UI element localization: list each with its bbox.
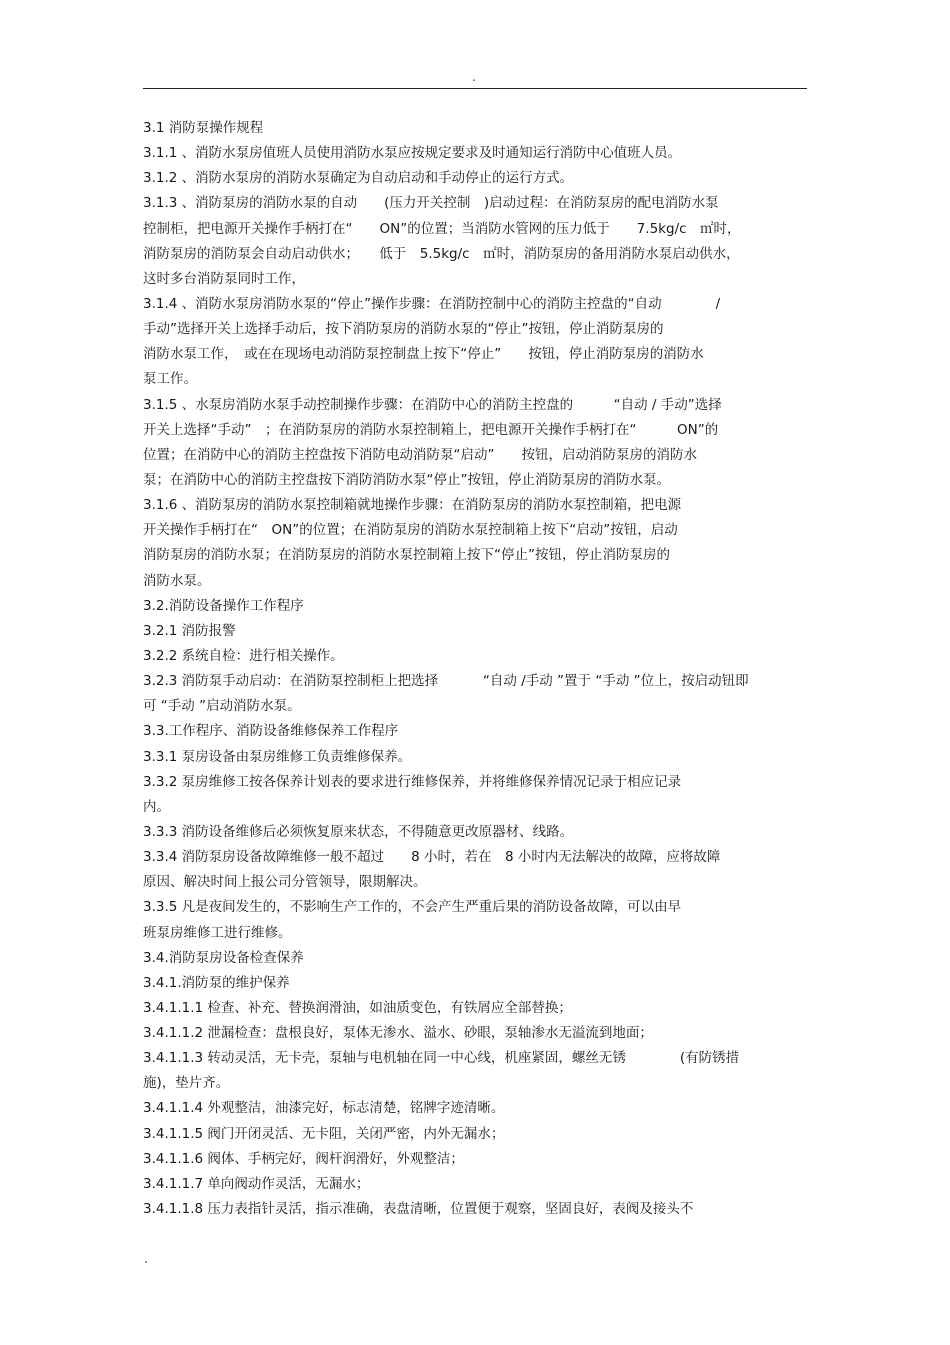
text-line: 班泵房维修工进行维修。 [143,924,292,941]
text-line: 开关上选择“手动” ；在消防泵房的消防水泵控制箱上，把电源开关操作手柄打在“ ON”的 [143,421,719,438]
text-line: 这时多台消防泵同时工作， [143,270,305,287]
text-line: 3.4.1.1.3 转动灵活，无卡壳，泵轴与电机轴在同一中心线，机座紧固，螺丝无锈 (有防锈措 [143,1050,740,1067]
text-line: 3.1.4 、消防水泵房消防水泵的“停止”操作步骤：在消防控制中心的消防主控盘的“自动 / [143,295,721,312]
text-line: 3.4.1.1.2 泄漏检查：盘根良好，泵体无渗水、溢水、砂眼，泵轴渗水无溢流到地面； [143,1025,653,1042]
header-rule [143,88,807,89]
text-line: 3.2.3 消防泵手动启动：在消防泵控制柜上把选择 “自动 /手动 ”置于 “手动 ”位上，按启动钮即 [143,673,749,690]
text-line: 3.1.6 、消防泵房的消防水泵控制箱就地操作步骤：在消防泵房的消防水泵控制箱，把电源 [143,497,682,514]
text-line: 3.4.1.1.4 外观整洁，油漆完好，标志清楚，铭牌字迹清晰。 [143,1100,505,1117]
text-line: 3.1.5 、水泵房消防水泵手动控制操作步骤：在消防中心的消防主控盘的 “自动 / 手动”选择 [143,396,722,413]
text-line: 位置；在消防中心的消防主控盘按下消防电动消防泵“启动” 按钮，启动消防泵房的消防水 [143,446,697,463]
text-line: 3.4.1.1.6 阀体、手柄完好，阀杆润滑好，外观整洁； [143,1150,464,1167]
text-line: 3.2.1 消防报警 [143,622,236,639]
text-line: 可 “手动 ”启动消防水泵。 [143,698,301,715]
text-line: 3.2.消防设备操作工作程序 [143,597,304,614]
header-mark: . [472,70,476,84]
text-line: 3.4.1.1.5 阀门开闭灵活、无卡阻，关闭严密，内外无漏水； [143,1125,505,1142]
text-line: 3.4.消防泵房设备检查保养 [143,949,304,966]
footer-mark: . [144,1252,148,1266]
text-line: 原因、解决时间上报公司分管领导，限期解决。 [143,874,427,891]
text-line: 施)，垫片齐。 [143,1075,230,1092]
text-line: 3.3.2 泵房维修工按各保养计划表的要求进行维修保养，并将维修保养情况记录于相应记录 [143,773,682,790]
text-line: 3.3.工作程序、消防设备维修保养工作程序 [143,723,399,740]
text-line: 消防泵房的消防泵会自动启动供水； 低于 5.5kg/c ㎡时，消防泵房的备用消防水泵启动供水， [143,245,740,262]
text-line: 消防泵房的消防水泵；在消防泵房的消防水泵控制箱上按下“停止”按钮，停止消防泵房的 [143,547,670,564]
text-line: 内。 [143,798,170,815]
text-line: 3.3.1 泵房设备由泵房维修工负责维修保养。 [143,748,412,765]
text-line: 3.4.1.消防泵的维护保养 [143,974,290,991]
text-line: 3.4.1.1.7 单向阀动作灵活，无漏水； [143,1175,370,1192]
text-line: 3.3.4 消防泵房设备故障维修一般不超过 8 小时，若在 8 小时内无法解决的故障，应将故障 [143,849,721,866]
text-line: 泵；在消防中心的消防主控盘按下消防消防水泵“停止”按钮，停止消防泵房的消防水泵。 [143,471,670,488]
text-line: 3.4.1.1.8 压力表指针灵活，指示准确，表盘清晰，位置便于观察，坚固良好，表阀及接头不 [143,1201,694,1218]
text-line: 开关操作手柄打在“ ON”的位置；在消防泵房的消防水泵控制箱上按下“启动”按钮，启动 [143,522,678,539]
text-line: 消防水泵工作， 或在在现场电动消防泵控制盘上按下“停止” 按钮，停止消防泵房的消防水 [143,346,704,363]
text-line: 3.3.3 消防设备维修后必须恢复原来状态，不得随意更改原器材、线路。 [143,823,574,840]
document-body [143,116,808,1222]
text-line: 手动”选择开关上选择手动后，按下消防泵房的消防水泵的“停止”按钮，停止消防泵房的 [143,321,664,338]
text-line: 消防水泵。 [143,572,211,589]
text-line: 3.1 消防泵操作规程 [143,120,264,136]
text-line: 泵工作。 [143,371,197,388]
text-line: 3.1.1 、消防水泵房值班人员使用消防水泵应按规定要求及时通知运行消防中心值班人员。 [143,145,682,162]
text-line: 3.2.2 系统自检：进行相关操作。 [143,647,344,664]
text-line: 3.3.5 凡是夜间发生的，不影响生产工作的，不会产生严重后果的消防设备故障，可以由早 [143,899,682,916]
text-line: 控制柜，把电源开关操作手柄打在“ ON”的位置；当消防水管网的压力低于 7.5kg/c ㎡时， [143,220,741,237]
text-line: 3.1.2 、消防水泵房的消防水泵确定为自动启动和手动停止的运行方式。 [143,170,574,187]
text-line: 3.1.3 、消防泵房的消防水泵的自动 (压力开关控制 )启动过程：在消防泵房的配电消防水泵 [143,195,719,212]
text-line: 3.4.1.1.1 检查、补充、替换润滑油，如油质变色，有铁屑应全部替换； [143,999,572,1016]
